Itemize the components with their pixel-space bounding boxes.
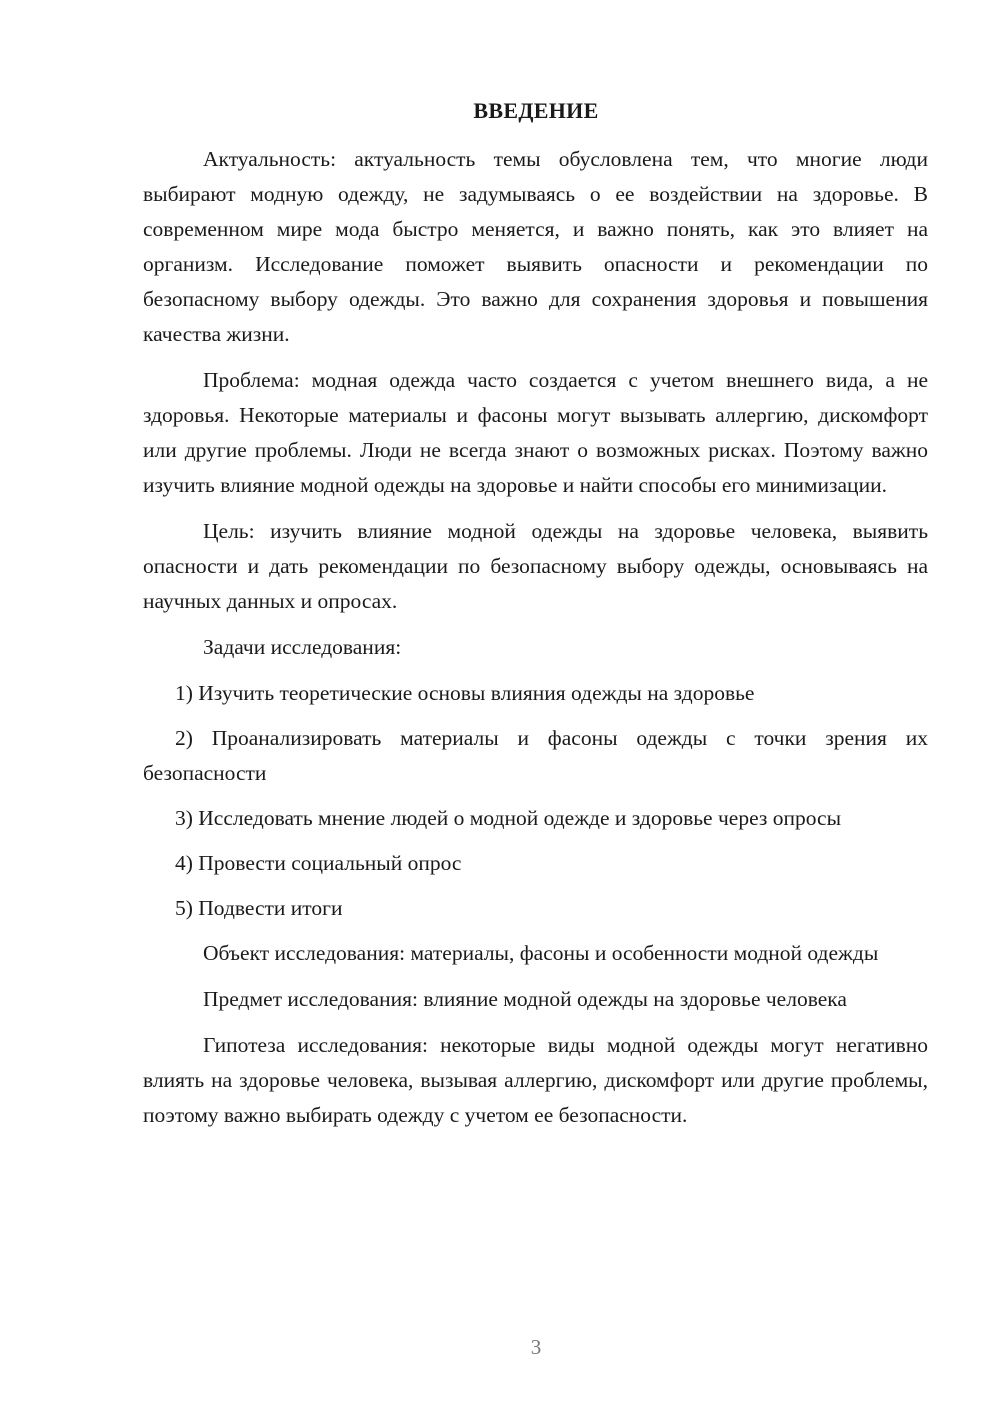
paragraph-problem: Проблема: модная одежда часто создается с учетом внешнего вида, а не здоровья. Некоторые материалы и фасоны могут вызывать аллергию, дискомфорт или другие проблемы. Люди не всегда знают о возможных рисках. Поэтому важно изучить влияние модной одежды на здоровье и найти способы его минимизации.: [143, 368, 928, 497]
paragraph-object: Объект исследования: материалы, фасоны и особенности модной одежды: [203, 941, 879, 965]
list-item-task-5: 5) Подвести итоги: [175, 896, 343, 920]
paragraph-goal: Цель: изучить влияние модной одежды на здоровье человека, выявить опасности и дать рекомендации по безопасному выбору одежды, основываясь на научных данных и опросах.: [143, 519, 928, 613]
tasks-list: [143, 676, 928, 926]
paragraph-subject: Предмет исследования: влияние модной одежды на здоровье человека: [203, 987, 847, 1011]
list-item-task-1: 1) Изучить теоретические основы влияния одежды на здоровье: [175, 681, 755, 705]
tasks-heading: Задачи исследования:: [203, 635, 402, 659]
page-number: 3: [530, 1335, 542, 1359]
paragraph-hypothesis: Гипотеза исследования: некоторые виды модной одежды могут негативно влиять на здоровье человека, вызывая аллергию, дискомфорт или другие проблемы, поэтому важно выбирать одежду с учетом ее безопасности.: [143, 1033, 928, 1127]
page-body: [143, 142, 928, 1144]
paragraph-relevance: Актуальность: актуальность темы обусловлена тем, что многие люди выбирают модную одежду, не задумываясь о ее воздействии на здоровье. В современном мире мода быстро меняется, и важно понять, как это влияет на организм. Исследование поможет выявить опасности и рекомендации по безопасному выбору одежды. Это важно для сохранения здоровья и повышения качества жизни.: [143, 147, 928, 346]
list-item-task-3: 3) Исследовать мнение людей о модной одежде и здоровье через опросы: [175, 806, 842, 830]
section-title: ВВЕДЕНИЕ: [473, 98, 599, 123]
list-item-task-4: 4) Провести социальный опрос: [175, 851, 462, 875]
list-item-task-2: 2) Проанализировать материалы и фасоны одежды с точки зрения их безопасности: [143, 726, 928, 785]
